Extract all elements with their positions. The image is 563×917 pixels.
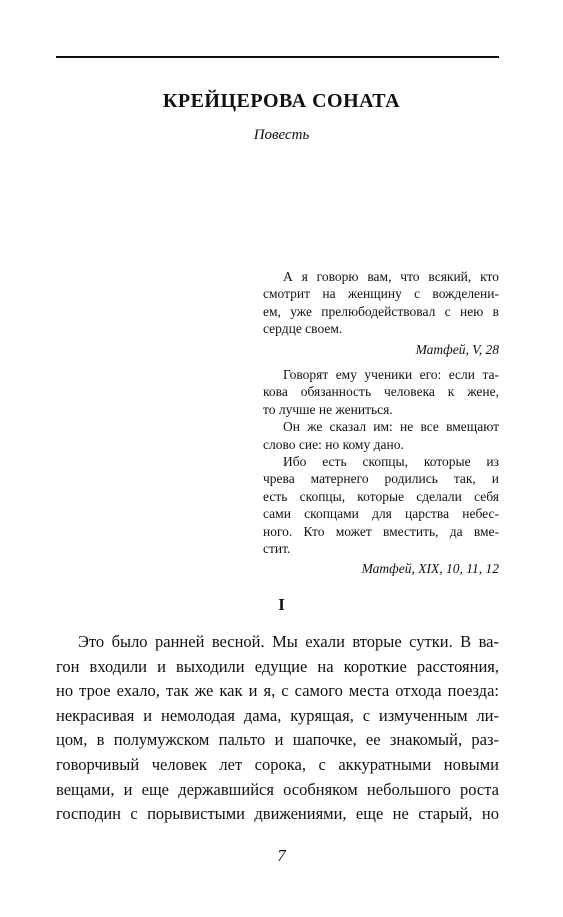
epigraph-line: сердце своем. — [263, 321, 343, 337]
body-line: некрасивая и немолодая дама, курящая, с измученным ли- — [56, 705, 499, 725]
epigraph-line: Он же сказал им: не все вмещают — [283, 419, 499, 435]
page-number: 7 — [277, 846, 286, 865]
epigraph-line: то лучше не жениться. — [263, 401, 393, 417]
epigraph-line: смотрит на женщину с вожделени- — [263, 286, 499, 302]
top-rule — [56, 56, 499, 58]
body-line: но трое ехало, так же как и я, с самого места отхода поезда: — [56, 681, 499, 701]
page-title: КРЕЙЦЕРОВА СОНАТА — [162, 90, 401, 112]
epigraph-line: кова обязанность человека к жене, — [263, 384, 499, 400]
body-line: вещами, и еще державшийся особняком небольшого роста — [56, 779, 499, 799]
epigraph-line: ем, уже прелюбодействовал с нею в — [263, 303, 499, 319]
epigraph-line: А я говорю вам, что всякий, кто — [283, 269, 499, 284]
epigraph-line: Говорят ему ученики его: если та- — [283, 367, 499, 382]
epigraph-line: стит. — [263, 541, 291, 557]
epigraph-line: есть скопцы, которые сделали себя — [263, 488, 499, 504]
epigraph-source: Матфей, XIX, 10, 11, 12 — [361, 561, 499, 577]
body-line: цом, в полумужском пальто и шапочке, ее знакомый, раз- — [56, 730, 499, 750]
page-subtitle: Повесть — [253, 127, 310, 143]
body-line: гон входили и выходили едущие на короткие расстояния, — [56, 656, 499, 676]
epigraph-2 — [263, 366, 499, 578]
body-paragraph — [56, 630, 499, 827]
epigraph-line: чрева матернего родились так, и — [263, 471, 499, 487]
body-line: господин с порывистыми движениями, еще не старый, но — [56, 804, 499, 824]
epigraph-source: Матфей, V, 28 — [415, 341, 499, 357]
epigraph-line: сами скопцами для царства небес- — [263, 506, 499, 522]
epigraph-line: слово сие: но кому дано. — [263, 436, 404, 452]
epigraph-1 — [263, 268, 499, 358]
body-line: Это было ранней весной. Мы ехали вторые сутки. В ва- — [78, 632, 499, 651]
body-line: говорчивый человек лет сорока, с аккуратными новыми — [56, 754, 499, 774]
epigraph-line: Ибо есть скопцы, которые из — [283, 454, 499, 470]
chapter-heading: I — [278, 595, 285, 614]
epigraph-line: ного. Кто может вместить, да вме- — [263, 523, 499, 539]
